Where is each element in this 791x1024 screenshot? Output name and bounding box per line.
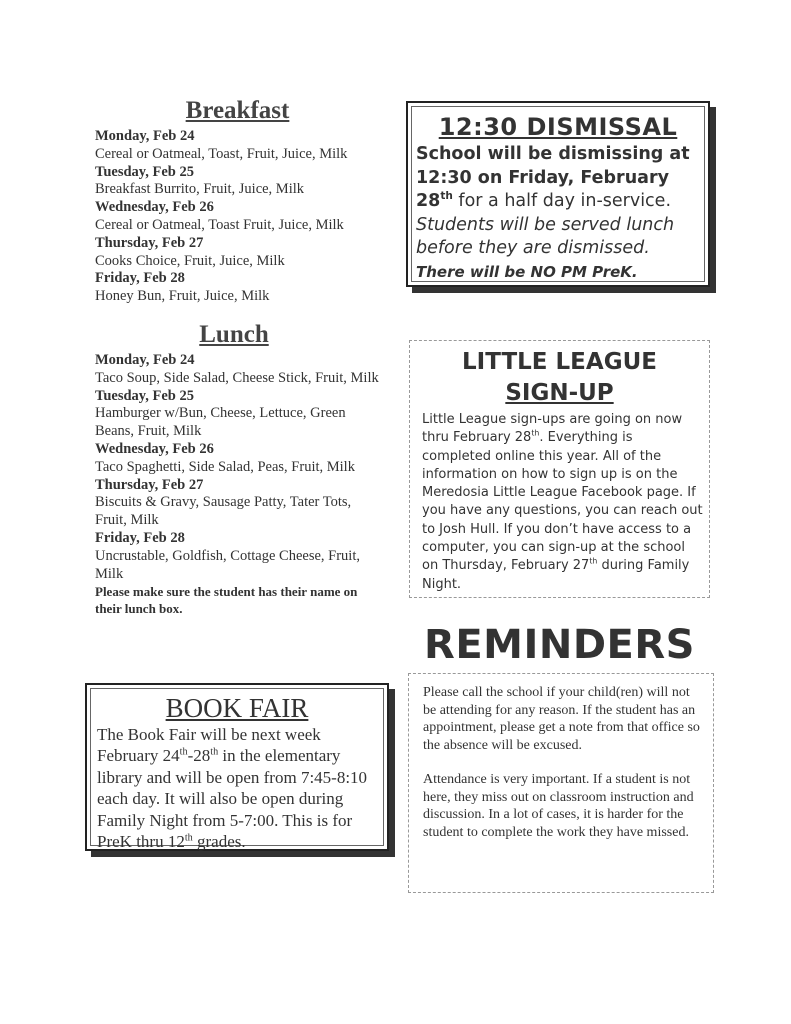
menu-items: Cereal or Oatmeal, Toast Fruit, Juice, Milk: [95, 216, 344, 233]
menu-items: Cooks Choice, Fruit, Juice, Milk: [95, 252, 285, 269]
menu-items: Cereal or Oatmeal, Toast, Fruit, Juice, Milk: [95, 145, 348, 162]
menu-items: Breakfast Burrito, Fruit, Juice, Milk: [95, 181, 305, 198]
menu-day: Thursday, Feb 27: [95, 234, 204, 251]
dismissal-last-line: There will be NO PM PreK.: [416, 262, 638, 281]
dismissal-box: [406, 101, 710, 287]
menu-day: Thursday, Feb 27: [95, 476, 204, 493]
reminders-body: [423, 684, 703, 841]
little-league-body: Little League sign-ups are going on now thru February 28th. Everything is completed online this year. All of the information on how to sign up is on the Meredosia Little League Facebook page. If you have any questions, you can reach out to Josh Hull. If you don’t have access to a computer, you can sign-up at the school on Thursday, February 27th during Family Night.: [422, 412, 703, 592]
menu-day: Monday, Feb 24: [95, 128, 195, 144]
lunch-title: Lunch: [199, 321, 269, 348]
lunch-menu: [95, 352, 379, 617]
book-fair-body: The Book Fair will be next week February 24th-28th in the elementary library and will be open from 7:45-8:10 each day. It will also be open during Family Night from 5-7:00. This is for PreK thru 12th grades.: [97, 725, 368, 852]
menu-day: Wednesday, Feb 26: [95, 440, 214, 457]
dismissal-plain-text: for a half day in-service.: [452, 191, 672, 211]
menu-items: Biscuits & Gravy, Sausage Patty, Tater Tots, Fruit, Milk: [95, 494, 352, 529]
menu-day: Friday, Feb 28: [95, 529, 185, 546]
superscript: th: [440, 190, 453, 203]
menu-day: Wednesday, Feb 26: [95, 199, 214, 216]
reminder-paragraph: Attendance is very important. If a student is not here, they miss out on classroom instruction and discussion. In a lot of cases, it is harder for the student to complete the work they have missed.: [423, 772, 694, 840]
dismissal-italic-text: Students will be served lunch before they are dismissed.: [416, 214, 675, 258]
menu-items: Taco Soup, Side Salad, Cheese Stick, Fruit, Milk: [95, 369, 379, 386]
book-fair-title: BOOK FAIR: [165, 693, 309, 723]
little-league-box: [409, 340, 710, 598]
lunch-note: Please make sure the student has their name on their lunch box.: [95, 584, 358, 617]
breakfast-menu: [95, 128, 385, 306]
reminders-box: [408, 673, 714, 893]
book-fair-box: [85, 683, 389, 851]
breakfast-title: Breakfast: [185, 97, 290, 124]
menu-day: Tuesday, Feb 25: [95, 163, 194, 180]
little-league-title: [410, 347, 709, 409]
dismissal-body: [416, 143, 700, 284]
title-line: LITTLE LEAGUE: [462, 349, 657, 375]
menu-day: Monday, Feb 24: [95, 352, 195, 368]
reminders-title: REMINDERS: [424, 622, 695, 668]
menu-items: Honey Bun, Fruit, Juice, Milk: [95, 288, 270, 305]
menu-items: Taco Spaghetti, Side Salad, Peas, Fruit, Milk: [95, 458, 355, 475]
reminder-paragraph: Please call the school if your child(ren) will not be attending for any reason. If the student has an appointment, please get a note from that office so the absence will be excused.: [423, 685, 700, 753]
menu-items: Uncrustable, Goldfish, Cottage Cheese, Fruit, Milk: [95, 547, 360, 582]
menu-items: Hamburger w/Bun, Cheese, Lettuce, Green Beans, Fruit, Milk: [95, 405, 346, 440]
menu-day: Tuesday, Feb 25: [95, 387, 194, 404]
menu-day: Friday, Feb 28: [95, 270, 185, 287]
dismissal-bold-text: School will be dismissing at 12:30 on Friday, February 28: [416, 144, 690, 211]
title-line: SIGN-UP: [505, 380, 614, 406]
dismissal-title: 12:30 DISMISSAL: [438, 113, 678, 141]
